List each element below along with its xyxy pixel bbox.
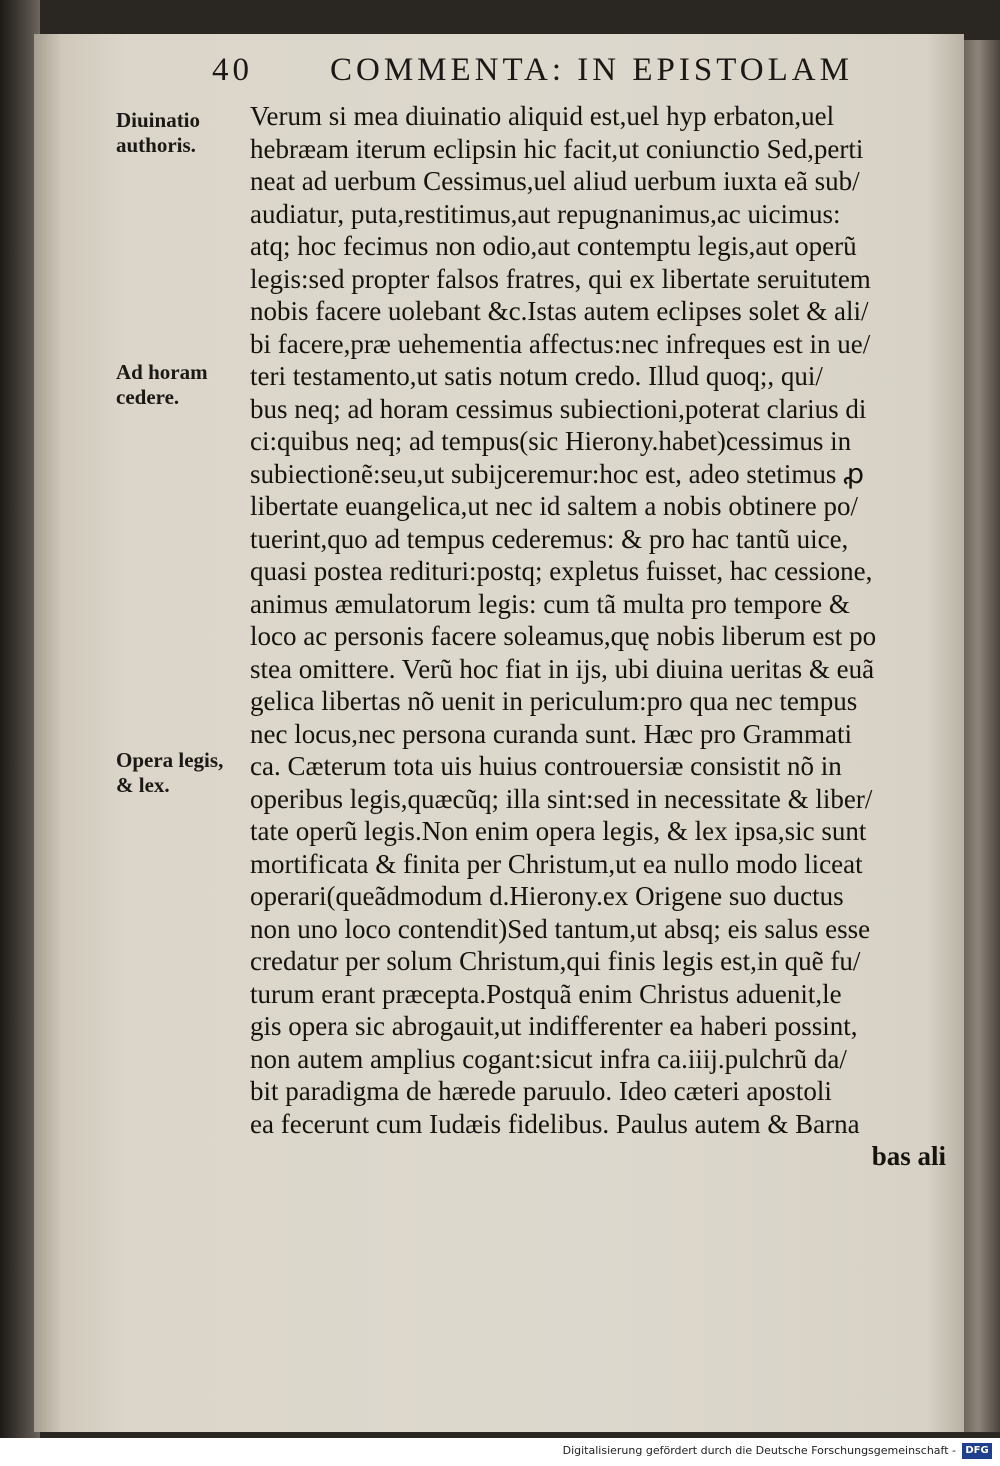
text-line: nobis facere uolebant &c.Istas autem eclipses solet & ali/ [250, 296, 869, 326]
page-number: 40 [212, 52, 253, 88]
text-line: animus æmulatorum legis: cum tã multa pro tempore & [250, 588, 850, 619]
text-line: libertate euangelica,ut nec id saltem a nobis obtinere po/ [250, 491, 859, 521]
footer-bar [0, 1438, 1000, 1466]
text-line: credatur per solum Christum,qui finis legis est,in quẽ fu/ [250, 946, 861, 976]
main-text [250, 100, 950, 1173]
text-line: atq; hoc fecimus non odio,aut contemptu legis,aut operũ [250, 231, 857, 261]
marginal-line: & lex. [116, 773, 170, 797]
text-line: nec locus,nec persona curanda sunt. Hæc pro Grammati [250, 718, 853, 749]
text-line: gelica libertas nõ uenit in periculum:pro qua nec tempus [250, 686, 858, 716]
text-line: ca. Cæterum tota uis huius controuersiæ consistit nõ in [250, 751, 842, 781]
text-line: ea fecerunt cum Iudæis fidelibus. Paulus autem & Barna [250, 1108, 860, 1139]
text-line: hebræam iterum eclipsin hic facit,ut coniunctio Sed,perti [250, 133, 864, 164]
text-line: bus neq; ad horam cessimus subiectioni,poterat clarius di [250, 393, 867, 424]
marginal-line: cedere. [116, 385, 180, 409]
marginal-line: Ad horam [116, 360, 208, 384]
text-line: teri testamento,ut satis notum credo. Illud quoq;, qui/ [250, 361, 823, 391]
catchword: bas ali [871, 1141, 946, 1171]
marginal-note-1 [116, 108, 246, 158]
marginal-note-2 [116, 360, 246, 410]
running-title: COMMENTA: IN EPISTOLAM [330, 52, 853, 88]
text-line: tuerint,quo ad tempus cederemus: & pro hac tantũ uice, [250, 523, 849, 554]
dfg-logo: DFG [962, 1443, 992, 1459]
text-line: operari(queãdmodum d.Hierony.ex Origene suo ductus [250, 881, 844, 911]
text-line: audiatur, puta,restitimus,aut repugnanimus,ac uicimus: [250, 198, 841, 229]
text-line: non autem amplius cogant:sicut infra ca.iiij.pulchrũ da/ [250, 1043, 847, 1074]
page-edge [964, 40, 1000, 1432]
text-line: neat ad uerbum Cessimus,uel aliud uerbum iuxta eã sub/ [250, 166, 860, 196]
running-head [212, 52, 912, 96]
text-line: loco ac personis facere soleamus,quę nobis liberum est po [250, 621, 877, 651]
marginal-line: Diuinatio [116, 108, 201, 132]
text-line: quasi postea redituri:postq; expletus fuisset, hac cessione, [250, 556, 873, 586]
funding-note: Digitalisierung gefördert durch die Deutsche Forschungsgemeinschaft - [562, 1444, 956, 1457]
text-line: turum erant præcepta.Postquã enim Christus aduenit,le [250, 978, 842, 1009]
text-line: mortificata & finita per Christum,ut ea nullo modo liceat [250, 848, 863, 879]
text-line: gis opera sic abrogauit,ut indifferenter ea haberi possint, [250, 1011, 858, 1041]
text-line: bit paradigma de hærede paruulo. Ideo cæteri apostoli [250, 1076, 832, 1106]
marginal-note-3 [116, 748, 246, 798]
text-line: non uno loco contendit)Sed tantum,ut absq; eis salus esse [250, 913, 871, 944]
marginal-line: Opera legis, [116, 748, 224, 772]
text-line: subiectionẽ:seu,ut subijceremur:hoc est, adeo stetimus ꝓ [250, 458, 865, 489]
text-line: ci:quibus neq; ad tempus(sic Hierony.habet)cessimus in [250, 426, 852, 456]
text-line: stea omittere. Verũ hoc fiat in ijs, ubi diuina ueritas & euã [250, 653, 875, 684]
text-line: legis:sed propter falsos fratres, qui ex libertate seruitutem [250, 263, 871, 294]
text-line: tate operũ legis.Non enim opera legis, & lex ipsa,sic sunt [250, 816, 867, 846]
text-line: operibus legis,quæcũq; illa sint:sed in necessitate & liber/ [250, 783, 873, 814]
text-line: bi facere,præ uehementia affectus:nec infreques est in ue/ [250, 328, 871, 359]
marginal-line: authoris. [116, 133, 196, 157]
text-line: Verum si mea diuinatio aliquid est,uel hyp erbaton,uel [250, 101, 835, 131]
